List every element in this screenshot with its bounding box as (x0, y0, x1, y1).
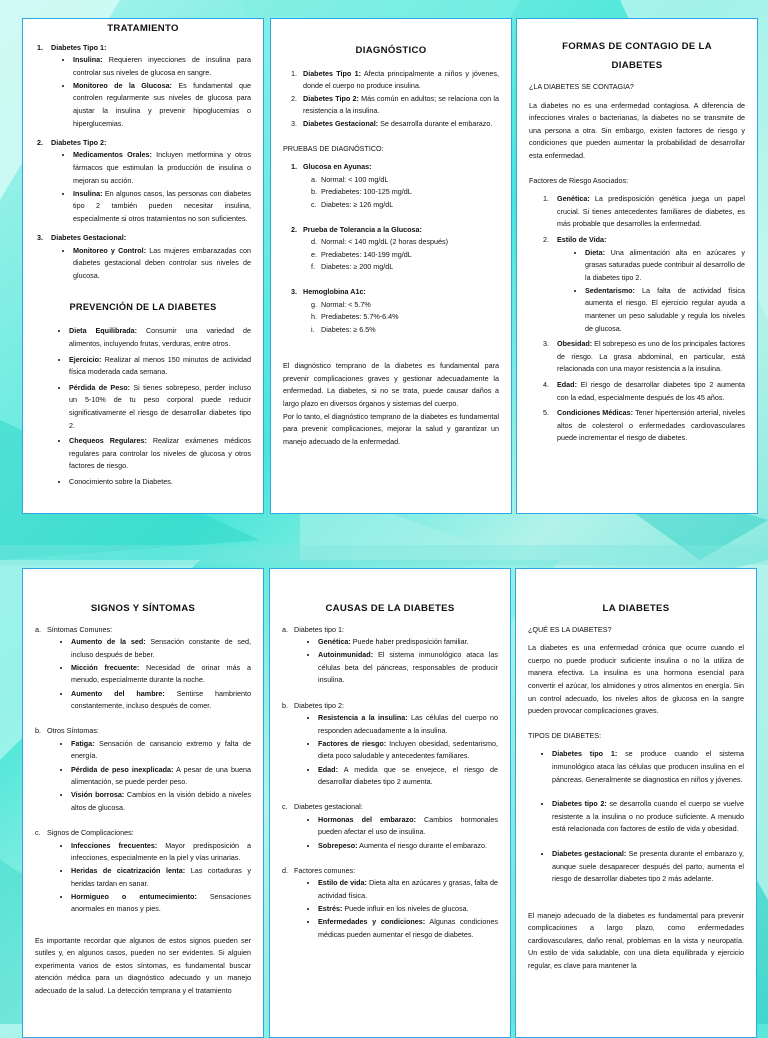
row-text: Normal: < 100 mg/dL (321, 174, 389, 184)
panel-la-diabetes (515, 568, 757, 1038)
item-number: 1. (291, 68, 297, 78)
list-item (71, 636, 251, 661)
tratamiento-title: TRATAMIENTO (107, 23, 179, 34)
group-block (282, 865, 498, 954)
item-label: Visión borrosa: (71, 790, 125, 800)
group-label: Diabetes tipo 2: (294, 700, 344, 710)
contagio-intro: La diabetes no es una enfermedad contagiosa. A diferencia de infecciones virales o bacterianas, la diabetes no se transmite de una persona a otra. Sin embargo, existen factores de riesgo y condiciones que pueden aumentar la probabilidad de desarrollar esta enfermedad. (529, 100, 745, 160)
prevencion-item (69, 325, 251, 350)
diagnostico-paragraph-2: Por lo tanto, el diagnóstico temprano de la diabetes es fundamental para prevenir complicaciones, mejorar la salud y garantizar un manejo adecuado de la enfermedad. (283, 411, 499, 446)
group-marker: b. (282, 700, 288, 710)
row-text: Prediabetes: 100-125 mg/dL (321, 187, 412, 197)
list-item (318, 877, 498, 902)
group-marker: c. (282, 802, 288, 812)
group-marker: a. (282, 624, 288, 634)
item-label: Diabetes tipo 1: (552, 749, 618, 759)
group-marker: d. (282, 865, 288, 875)
spacer (35, 917, 251, 929)
item-number: 5. (543, 408, 549, 418)
la-diabetes-title: LA DIABETES (602, 603, 670, 614)
factores-title: Factores de Riesgo Asociados: (529, 175, 629, 185)
group-marker: c. (35, 827, 41, 837)
test-rows (283, 299, 499, 337)
diagnostico-type (283, 93, 499, 118)
la-diabetes-closing: El manejo adecuado de la diabetes es fundamental para prevenir complicaciones a largo plazo, como enfermedades cardiovasculares, daño renal, problemas en la vista y neuropatía. Un estilo de vida saludable, con una dieta equilibrada y ejercicio regular, es clave para mantener la (528, 910, 744, 971)
item-label: Condiciones Médicas: (557, 408, 634, 418)
list-item (71, 865, 251, 890)
test-header (283, 161, 499, 174)
list-item (585, 247, 745, 285)
pruebas-title: PRUEBAS DE DIAGNÓSTICO: (283, 143, 384, 153)
item-text: se produce cuando el sistema inmunológico ataca las células que producen insulina en el páncreas. Generalmente se diagnostica en niños y jóvenes. (552, 749, 744, 784)
item-text: El sistema inmunológico ataca las células beta del páncreas, responsables de producir insulina. (318, 650, 498, 685)
sub-list (282, 712, 498, 789)
panel-signos (22, 568, 264, 1038)
group-block (35, 827, 251, 929)
tratamiento-item (35, 232, 251, 289)
test-row (311, 199, 499, 212)
test-row (311, 311, 499, 324)
row-marker: i. (311, 324, 315, 334)
group-label: Signos de Complicaciones: (47, 827, 134, 837)
list-item (71, 764, 251, 789)
item-label: Sedentarismo: (585, 285, 635, 295)
item-label: Estilo de Vida: (557, 234, 607, 244)
item-number: 3. (543, 339, 549, 349)
list-item (585, 285, 745, 335)
tratamiento-item (35, 42, 251, 137)
tratamiento-item-header (37, 42, 251, 55)
spacer (283, 274, 499, 286)
row-text: Diabetes: ≥ 200 mg/dL (321, 262, 394, 272)
list-item (318, 840, 498, 853)
item-text: Es fundamental que controlen regularmente sus niveles de glucosa para ajustar la insulina y prevenir hipoglucemias o hiperglucemias. (73, 80, 251, 128)
row-marker: h. (311, 312, 317, 322)
item-number: 2. (37, 137, 43, 147)
prevencion-title: PREVENCIÓN DE LA DIABETES (69, 301, 217, 312)
group-label: Factores comunes: (294, 865, 356, 875)
item-label: Glucosa en Ayunas: (303, 162, 372, 172)
diagnostico-title: DIAGNÓSTICO (355, 45, 427, 56)
item-text: La falta de actividad física aumenta el riesgo. El ejercicio regular ayuda a mantener un peso saludable y regula los niveles de glucosa. (585, 285, 745, 333)
factor-item (529, 234, 745, 335)
group-header (282, 801, 498, 814)
spacer (282, 853, 498, 865)
tratamiento-list (35, 42, 251, 289)
sub-list (35, 840, 251, 917)
item-text: Sensación constante de sed, incluso después de beber. (71, 637, 251, 659)
group-block (282, 700, 498, 802)
list-item (73, 54, 251, 79)
item-label: Chequeos Regulares: (69, 436, 147, 446)
list-item (71, 662, 251, 687)
prevencion-item (69, 354, 251, 379)
item-label: Obesidad: (557, 339, 593, 349)
list-item (318, 649, 498, 687)
item-label: Aumento del hambre: (71, 688, 165, 698)
item-text: Sensaciones anormales en manos y pies. (71, 891, 252, 914)
row-marker: g. (311, 299, 317, 309)
list-item (318, 738, 498, 763)
test-rows (283, 174, 499, 212)
item-text: Cambios en la visión debido a niveles altos de glucosa. (71, 790, 251, 812)
item-label: Prueba de Tolerancia a la Glucosa: (303, 224, 422, 234)
sub-list (282, 877, 498, 941)
item-number: 2. (543, 234, 549, 244)
sub-list (37, 54, 251, 130)
item-number: 1. (37, 42, 43, 52)
item-text: Incluyen obesidad, sedentarismo, dieta poco saludable y antecedentes familiares. (318, 738, 498, 761)
list-item (71, 840, 251, 865)
group-header (282, 700, 498, 713)
item-text: Una alimentación alta en azúcares y grasas saturadas puede contribuir al desarrollo de la diabetes tipo 2. (585, 247, 745, 282)
test-row (311, 324, 499, 337)
item-text: Mayor predisposición a infecciones, especialmente en la piel y vías urinarias. (71, 840, 252, 863)
item-number: 2. (291, 224, 297, 234)
item-label: Sobrepeso: (318, 840, 358, 850)
row-text: Diabetes: ≥ 6.5% (321, 324, 376, 334)
item-label: Ejercicio: (69, 354, 102, 364)
item-label: Enfermedades y condiciones: (318, 916, 426, 926)
item-number: 1. (543, 194, 549, 204)
sub-list (282, 636, 498, 687)
contagio-question: ¿LA DIABETES SE CONTAGIA? (529, 82, 634, 91)
item-label: Monitoreo y Control: (73, 245, 147, 255)
tipo-item (552, 748, 744, 786)
list-item (318, 764, 498, 789)
item-text: Incluyen metformina y otros fármacos que estimulan la producción de insulina o mejoran su acción. (73, 150, 251, 185)
item-label: Pérdida de peso inexplicada: (71, 764, 174, 774)
item-label: Diabetes Tipo 1: (51, 42, 107, 52)
item-label: Resistencia a la insulina: (318, 713, 408, 723)
spacer (282, 942, 498, 954)
signos-title: SIGNOS Y SÍNTOMAS (90, 603, 196, 614)
list-item (71, 891, 251, 916)
spacer (35, 815, 251, 827)
list-item (73, 245, 251, 283)
tipo-item (552, 848, 744, 886)
item-number: 2. (291, 93, 297, 103)
group-block (282, 801, 498, 864)
item-text: Consumir una variedad de alimentos, incluyendo frutas, verduras, entre otros. (69, 326, 251, 348)
row-marker: d. (311, 237, 317, 247)
prevencion-item (69, 476, 251, 489)
list-item (73, 80, 251, 130)
item-text: A pesar de una buena alimentación, se puede perder peso. (71, 764, 251, 787)
sub-list (37, 245, 251, 283)
item-text: Requieren inyecciones de insulina para controlar sus niveles de glucosa en sangre. (73, 55, 251, 77)
list-item (318, 903, 498, 916)
causas-groups (282, 624, 498, 954)
page-divider (0, 545, 768, 565)
item-number: 3. (291, 286, 297, 296)
item-label: Estrés: (318, 903, 343, 913)
item-text: Cambios hormonales pueden afectar el uso de insulina. (318, 814, 498, 837)
row-text: Prediabetes: 5.7%-6.4% (321, 312, 399, 322)
group-label: Diabetes gestacional: (294, 802, 363, 812)
item-label: Medicamentos Orales: (73, 150, 152, 160)
sub-list (37, 149, 251, 225)
group-label: Síntomas Comunes: (47, 624, 113, 634)
item-label: Insulina: (73, 188, 103, 198)
signos-closing: Es importante recordar que algunos de estos signos pueden ser sutiles y, en algunos casos, pueden no ser evidentes. Si alguien experimenta varios de estos síntomas, es fundamental buscar atención médica para un diagnóstico adecuado y un manejo adecuado de la salud. La detección temprana y el tratamiento (35, 935, 251, 995)
item-label: Pérdida de Peso: (69, 382, 131, 392)
tratamiento-item-header (37, 232, 251, 245)
list-item (318, 712, 498, 737)
row-marker: e. (311, 249, 317, 259)
item-label: Aumento de la sed: (71, 637, 146, 647)
item-text: Necesidad de orinar más a menudo, especialmente durante la noche. (71, 662, 251, 685)
item-label: Factores de riesgo: (318, 738, 387, 748)
group-marker: a. (35, 624, 41, 634)
group-header (35, 827, 251, 840)
group-header (282, 865, 498, 878)
group-header (35, 725, 251, 738)
factor-item (529, 379, 745, 404)
item-text: Si tienes sobrepeso, perder incluso un 5-10% de tu peso corporal puede reducir significativamente el riesgo de desarrollar diabetes tipo 2. (69, 382, 251, 430)
panel-causas (269, 568, 511, 1038)
list-item (318, 814, 498, 839)
test-row (311, 261, 499, 274)
causas-title: CAUSAS DE LA DIABETES (325, 603, 455, 614)
item-label: Genética: (557, 194, 590, 204)
tipo-item (552, 798, 744, 836)
item-label: Edad: (557, 379, 577, 389)
prevencion-item (69, 435, 251, 473)
item-number: 1. (291, 162, 297, 172)
spacer (283, 336, 499, 348)
row-marker: b. (311, 187, 317, 197)
test-row (311, 299, 499, 312)
list-item (71, 789, 251, 814)
item-label: Edad: (318, 764, 338, 774)
test-block (283, 161, 499, 223)
group-block (35, 624, 251, 726)
spacer (35, 713, 251, 725)
test-block (283, 224, 499, 286)
item-number: 4. (543, 379, 549, 389)
group-label: Diabetes tipo 1: (294, 624, 344, 634)
tratamiento-item (35, 137, 251, 232)
factores-list (529, 193, 745, 445)
item-text: Afecta principalmente a niños y jóvenes, donde el cuerpo no produce insulina. (303, 68, 500, 91)
group-header (282, 624, 498, 637)
item-label: Diabetes tipo 2: (552, 799, 607, 809)
diagnostico-types (283, 68, 499, 131)
item-label: Diabetes Tipo 2: (51, 137, 107, 147)
item-label: Estilo de vida: (318, 878, 367, 888)
row-marker: c. (311, 199, 317, 209)
item-text: Sentirse hambriento constantemente, incluso después de comer. (71, 688, 251, 711)
item-text: Las cortaduras y heridas tardan en sanar. (71, 866, 251, 888)
item-label: Genética: (318, 637, 351, 647)
panel-diagnostico (270, 18, 512, 514)
item-number: 3. (291, 118, 297, 128)
item-label: Infecciones frecuentes: (71, 840, 158, 850)
group-header (35, 624, 251, 637)
row-marker: f. (311, 262, 315, 272)
test-header (283, 286, 499, 299)
factor-item (529, 338, 745, 376)
item-text: Realizar al menos 150 minutos de actividad física moderada cada semana. (69, 354, 251, 377)
item-label: Hormigueo o entumecimiento: (71, 891, 197, 901)
item-label: Monitoreo de la Glucosa: (73, 80, 172, 90)
list-item (318, 916, 498, 941)
item-text: El sobrepeso es uno de los principales factores de riesgo. La grasa abdominal, en particular, está relacionada con una mayor resistencia a la insulina. (557, 339, 745, 374)
item-text: Sensación de cansancio extremo y falta de energía. (71, 738, 251, 761)
row-marker: a. (311, 174, 317, 184)
test-row (311, 249, 499, 262)
item-text: Se presenta durante el embarazo y, aunque suele desaparecer después del parto, aumenta el riesgo de desarrollar diabetes tipo 2 más adelante. (552, 848, 744, 884)
item-text: Dieta alta en azúcares y grasas, falta de actividad física. (318, 878, 498, 900)
group-marker: b. (35, 726, 41, 736)
item-text: Más común en adultos; se relaciona con la resistencia a la insulina. (303, 93, 499, 116)
row-text: Diabetes: ≥ 126 mg/dL (321, 199, 394, 209)
item-text: Las células del cuerpo no responden adecuadamente a la insulina. (318, 713, 498, 735)
test-header (283, 224, 499, 237)
item-text: Puede influir en los niveles de glucosa. (342, 903, 469, 913)
prevencion-item (69, 382, 251, 432)
test-rows (283, 236, 499, 274)
item-label: Diabetes Gestacional: (51, 232, 127, 242)
item-text: En algunos casos, las personas con diabetes tipo 2 también pueden necesitar insulina, especialmente si otros tratamientos no son suficientes. (73, 188, 251, 223)
sub-list (282, 814, 498, 852)
spacer (282, 789, 498, 801)
list-item (71, 738, 251, 763)
item-label: Diabetes gestacional: (552, 848, 627, 858)
item-text: Aumenta el riesgo durante el embarazo. (357, 840, 487, 850)
group-block (35, 725, 251, 827)
panel-contagio (516, 18, 758, 514)
test-block (283, 286, 499, 348)
item-label: Autoinmunidad: (318, 650, 374, 660)
item-label: Diabetes Tipo 1: (303, 68, 361, 78)
group-block (282, 624, 498, 700)
test-row (311, 186, 499, 199)
item-label: Insulina: (73, 55, 103, 65)
sub-list (557, 247, 745, 336)
tratamiento-item-header (37, 137, 251, 150)
item-label: Diabetes Tipo 2: (303, 93, 359, 103)
spacer (283, 212, 499, 224)
item-text: Algunas condiciones médicas pueden aumentar el riesgo de diabetes. (318, 916, 499, 939)
signos-groups (35, 624, 251, 929)
group-label: Otros Síntomas: (47, 726, 99, 736)
item-text: Las mujeres embarazadas con diabetes gestacional deben controlar sus niveles de glucosa. (73, 245, 252, 280)
row-text: Normal: < 5.7% (321, 299, 371, 309)
row-text: Prediabetes: 140-199 mg/dL (321, 249, 412, 259)
item-text: El riesgo de desarrollar diabetes tipo 2 aumenta con la edad, especialmente después de los 45 años. (557, 379, 745, 402)
item-text: Realizar exámenes médicos regulares para controlar los niveles de glucosa y otros factores de riesgo. (69, 436, 252, 471)
item-text: Tener hipertensión arterial, niveles altos de colesterol o enfermedades cardiovasculares puede incrementar el riesgo de diabetes. (557, 408, 745, 443)
item-text: se desarrolla cuando el cuerpo se vuelve resistente a la insulina o no produce suficiente. A menudo está relacionada con factores de estilo de vida y obesidad. (552, 799, 744, 834)
la-diabetes-intro: La diabetes es una enfermedad crónica que ocurre cuando el cuerpo no puede producir suficiente insulina o no la utiliza de manera efectiva. La insulina es una hormona esencial para convertir el azúcar, los almidones y otros alimentos en energía. Sin un control adecuado, los niveles altos de glucosa en la sangre pueden provocar complicaciones graves. (528, 643, 744, 716)
tipos-title: TIPOS DE DIABETES: (528, 730, 602, 740)
row-text: Normal: < 140 mg/dL (2 horas después) (321, 237, 448, 247)
item-label: Dieta Equilibrada: (69, 326, 138, 336)
factor-item (529, 193, 745, 231)
item-text: Puede haber predisposición familiar. (350, 637, 469, 647)
item-label: Dieta: (585, 247, 605, 257)
list-item (71, 688, 251, 713)
test-row (311, 174, 499, 187)
diagnostico-paragraph-1: El diagnóstico temprano de la diabetes es fundamental para prevenir complicaciones graves y gestionar adecuadamente la enfermedad. La diabetes, si no se trata, puede causar daños a largo plazo en diversos órganos y sistemas del cuerpo. (283, 361, 499, 409)
sub-list (35, 738, 251, 815)
item-label: Hemoglobina A1c: (303, 286, 366, 296)
item-label: Heridas de cicatrización lenta: (71, 866, 186, 876)
la-diabetes-question: ¿QUÉ ES LA DIABETES? (528, 624, 612, 634)
list-item (318, 636, 498, 649)
item-label: Hormonas del embarazo: (318, 814, 416, 824)
item-text: Conocimiento sobre la Diabetes. (69, 476, 173, 486)
test-row (311, 236, 499, 249)
item-label: Micción frecuente: (71, 662, 140, 672)
sub-list (35, 636, 251, 713)
factor-item (529, 407, 745, 445)
prevencion-list (35, 325, 251, 488)
item-text: La predisposición genética juega un papel crucial. Si tienes antecedentes familiares de diabetes, es más probable que desarrolles la enfermedad. (557, 194, 745, 229)
list-item (73, 149, 251, 187)
item-text: A medida que se envejece, el riesgo de desarrollar diabetes tipo 2 aumenta. (318, 764, 498, 787)
diagnostico-tests (283, 161, 499, 348)
contagio-title: FORMAS DE CONTAGIO DE LA DIABETES (562, 41, 712, 71)
diagnostico-type (283, 68, 499, 93)
spacer (282, 688, 498, 700)
list-item (73, 188, 251, 226)
item-number: 3. (37, 232, 43, 242)
item-text: Se desarrolla durante el embarazo. (378, 118, 493, 128)
tipos-list (528, 748, 744, 885)
item-label: Diabetes Gestacional: (303, 118, 379, 128)
item-label: Fatiga: (71, 738, 95, 748)
diagnostico-type (283, 118, 499, 131)
panel-tratamiento (22, 18, 264, 514)
